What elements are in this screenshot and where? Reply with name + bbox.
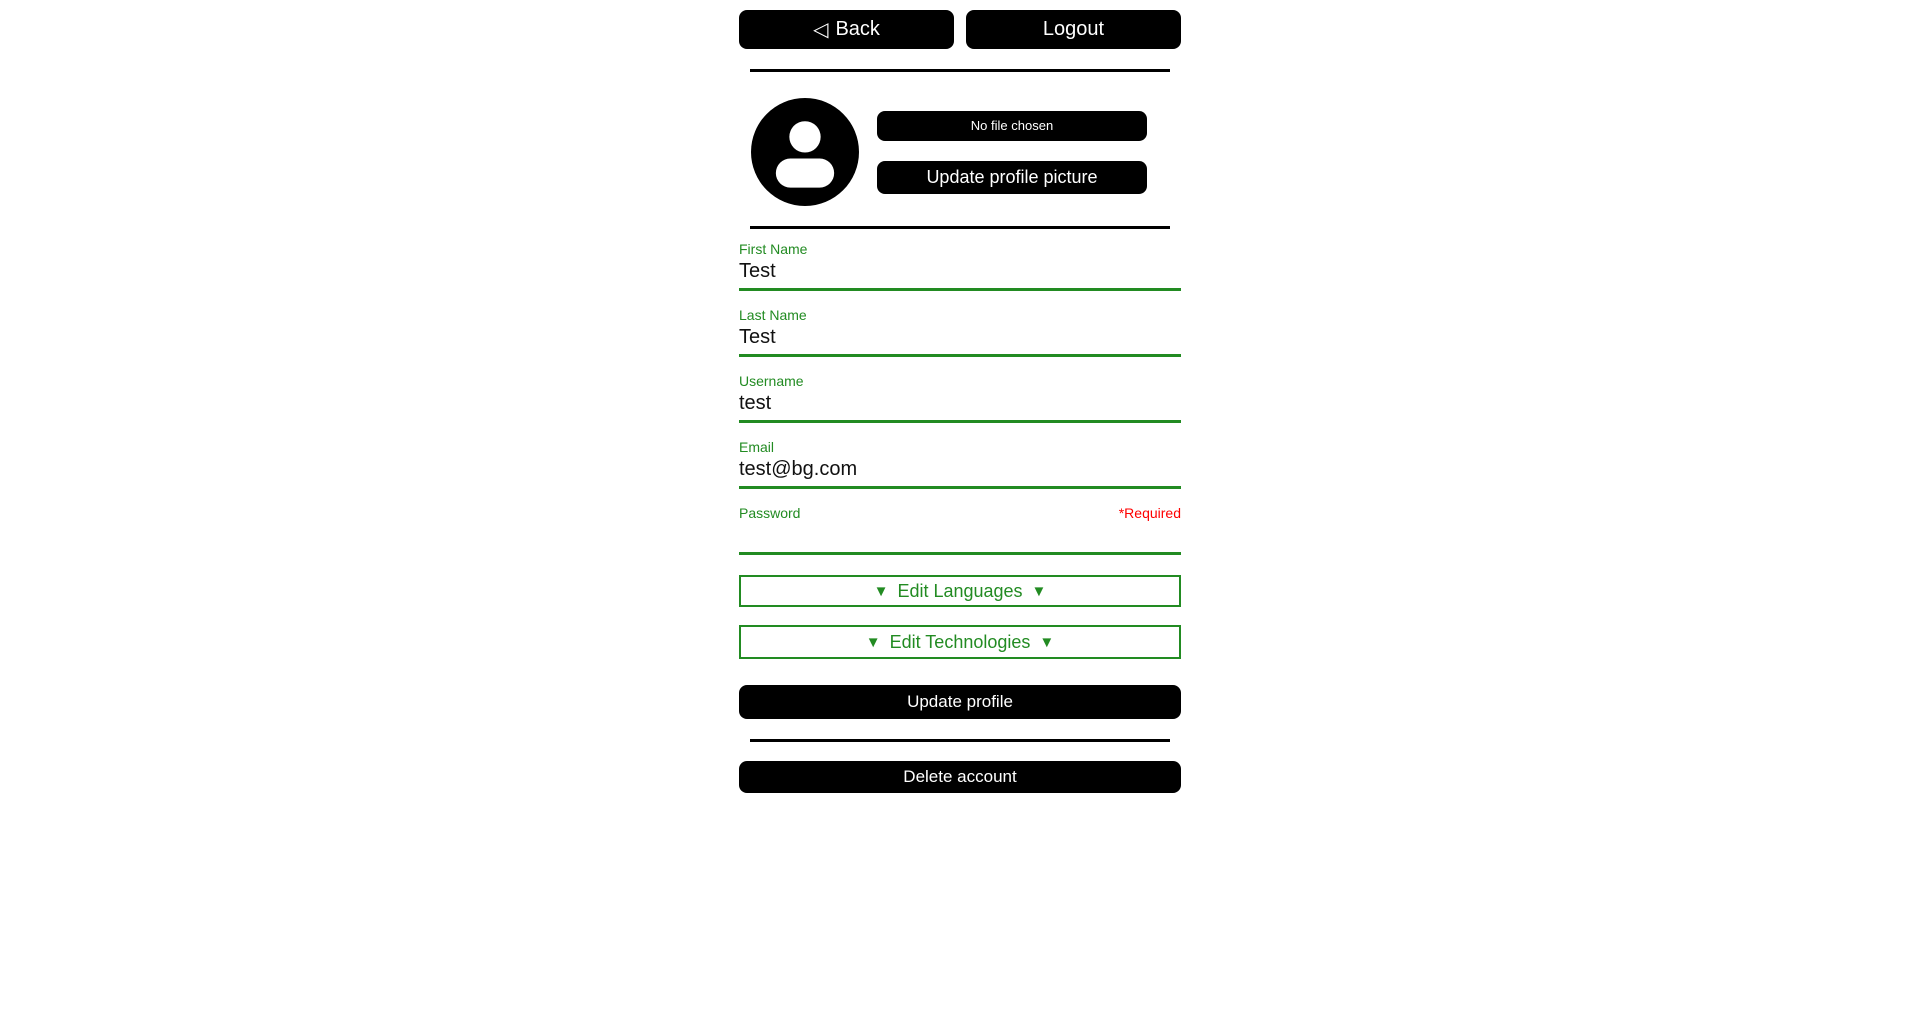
- file-chooser-button[interactable]: [877, 111, 1147, 141]
- password-label-row: [739, 505, 1181, 522]
- update-profile-label: Update profile: [907, 692, 1013, 711]
- update-profile-picture-label: Update profile picture: [926, 166, 1098, 187]
- back-arrow-icon: ◁: [813, 19, 829, 41]
- avatar-divider: [750, 226, 1170, 229]
- edit-technologies-label: Edit Technologies: [889, 631, 1031, 652]
- last-name-input[interactable]: [739, 324, 1181, 357]
- avatar: [751, 98, 859, 206]
- back-button-label: Back: [835, 18, 880, 40]
- picture-buttons: [877, 111, 1147, 194]
- profile-edit-page: [739, 0, 1181, 793]
- email-field-group: [739, 439, 1181, 489]
- first-name-label: First Name: [739, 241, 808, 257]
- bottom-divider: [750, 739, 1170, 742]
- password-label: Password: [739, 505, 801, 521]
- delete-account-button[interactable]: [739, 761, 1181, 793]
- last-name-label: Last Name: [739, 307, 807, 323]
- profile-picture-section: [739, 98, 1181, 206]
- email-input[interactable]: [739, 456, 1181, 489]
- chevron-down-icon: ▼: [1039, 633, 1055, 651]
- first-name-field-group: [739, 241, 1181, 291]
- password-field-group: [739, 505, 1181, 555]
- username-label: Username: [739, 373, 804, 389]
- top-button-bar: [739, 10, 1181, 49]
- chevron-down-icon: ▼: [873, 582, 889, 600]
- profile-form: [739, 241, 1181, 793]
- edit-languages-label: Edit Languages: [897, 580, 1023, 601]
- logout-button-label: Logout: [1042, 18, 1105, 40]
- logout-button[interactable]: [966, 10, 1181, 49]
- first-name-input[interactable]: [739, 258, 1181, 291]
- password-input[interactable]: [739, 522, 1181, 555]
- chevron-down-icon: ▼: [1031, 582, 1047, 600]
- username-field-group: [739, 373, 1181, 423]
- edit-languages-button[interactable]: [739, 575, 1181, 607]
- last-name-field-group: [739, 307, 1181, 357]
- delete-account-label: Delete account: [903, 767, 1017, 786]
- update-profile-button[interactable]: [739, 685, 1181, 719]
- back-button[interactable]: [739, 10, 954, 49]
- file-chooser-label: No file chosen: [970, 118, 1054, 133]
- top-divider: [750, 69, 1170, 72]
- username-input[interactable]: [739, 390, 1181, 423]
- edit-technologies-button[interactable]: [739, 625, 1181, 659]
- chevron-down-icon: ▼: [865, 633, 881, 651]
- update-profile-picture-button[interactable]: [877, 161, 1147, 194]
- required-note: *Required: [1118, 505, 1181, 521]
- email-label: Email: [739, 439, 775, 455]
